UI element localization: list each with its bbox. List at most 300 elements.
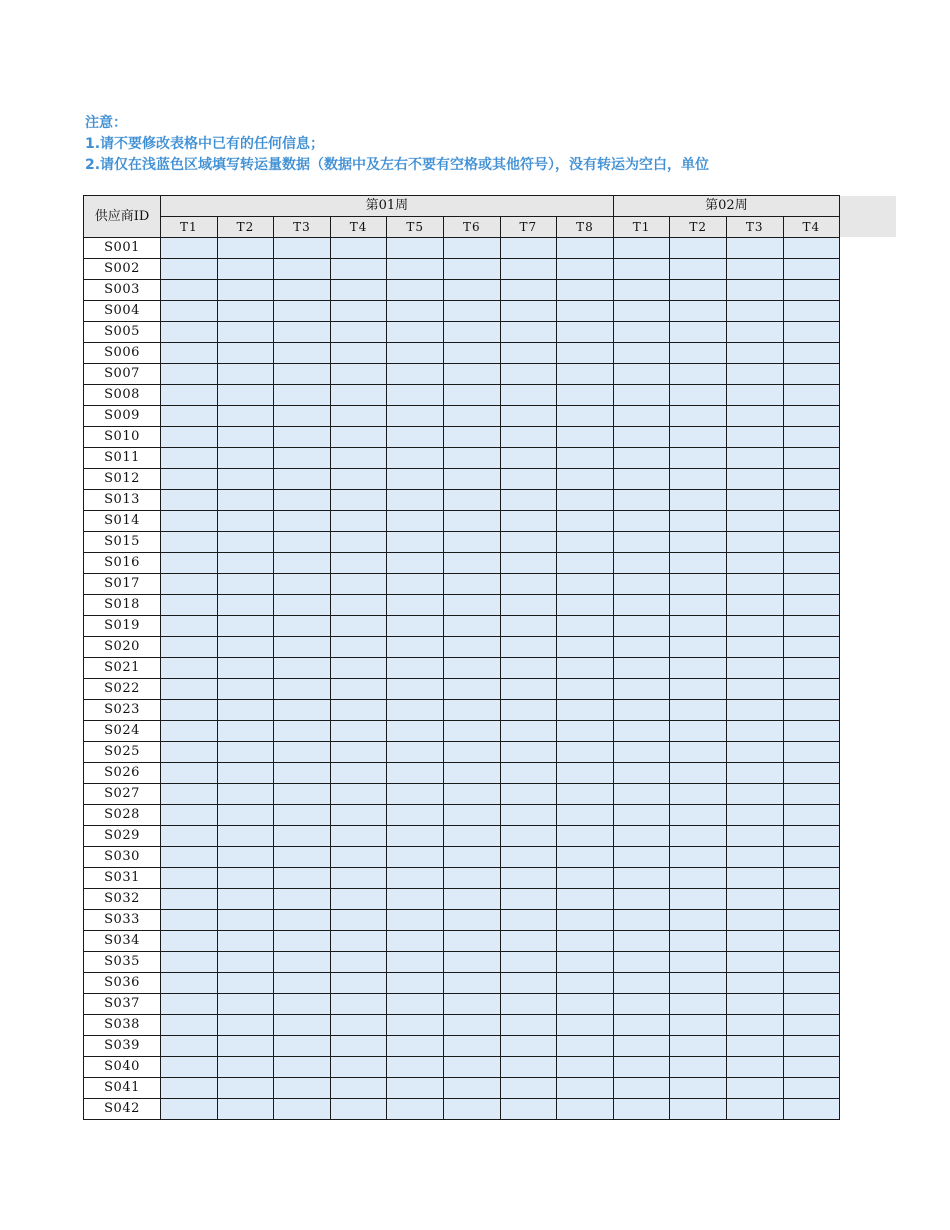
transport-input-cell[interactable] (217, 532, 274, 553)
transport-input-cell[interactable] (557, 763, 614, 784)
transport-input-cell[interactable] (387, 490, 444, 511)
transport-input-cell[interactable] (217, 1015, 274, 1036)
transport-input-cell[interactable] (670, 679, 727, 700)
transport-input-cell[interactable] (500, 616, 557, 637)
transport-input-cell[interactable] (274, 994, 331, 1015)
transport-input-cell[interactable] (726, 679, 783, 700)
transport-input-cell[interactable] (783, 910, 840, 931)
transport-input-cell[interactable] (500, 1015, 557, 1036)
transport-input-cell[interactable] (670, 700, 727, 721)
transport-input-cell[interactable] (670, 406, 727, 427)
transport-input-cell[interactable] (613, 322, 670, 343)
transport-input-cell[interactable] (274, 385, 331, 406)
transport-input-cell[interactable] (557, 679, 614, 700)
transport-input-cell[interactable] (387, 973, 444, 994)
transport-input-cell[interactable] (443, 679, 500, 700)
transport-input-cell[interactable] (330, 889, 387, 910)
transport-input-cell[interactable] (161, 574, 218, 595)
transport-input-cell[interactable] (387, 679, 444, 700)
transport-input-cell[interactable] (783, 532, 840, 553)
transport-input-cell[interactable] (613, 1057, 670, 1078)
transport-input-cell[interactable] (274, 553, 331, 574)
transport-input-cell[interactable] (387, 994, 444, 1015)
transport-input-cell[interactable] (330, 721, 387, 742)
transport-input-cell[interactable] (783, 742, 840, 763)
transport-input-cell[interactable] (217, 1099, 274, 1120)
transport-input-cell[interactable] (670, 973, 727, 994)
transport-input-cell[interactable] (613, 301, 670, 322)
transport-input-cell[interactable] (217, 1078, 274, 1099)
transport-input-cell[interactable] (443, 910, 500, 931)
transport-input-cell[interactable] (330, 826, 387, 847)
transport-input-cell[interactable] (330, 280, 387, 301)
transport-input-cell[interactable] (613, 574, 670, 595)
transport-input-cell[interactable] (557, 700, 614, 721)
transport-input-cell[interactable] (274, 427, 331, 448)
transport-input-cell[interactable] (217, 511, 274, 532)
transport-input-cell[interactable] (443, 595, 500, 616)
transport-input-cell[interactable] (161, 490, 218, 511)
transport-input-cell[interactable] (726, 700, 783, 721)
transport-input-cell[interactable] (387, 259, 444, 280)
transport-input-cell[interactable] (500, 448, 557, 469)
transport-input-cell[interactable] (274, 343, 331, 364)
transport-input-cell[interactable] (443, 406, 500, 427)
transport-input-cell[interactable] (557, 238, 614, 259)
transport-input-cell[interactable] (161, 595, 218, 616)
transport-input-cell[interactable] (670, 952, 727, 973)
transport-input-cell[interactable] (783, 847, 840, 868)
transport-input-cell[interactable] (274, 1078, 331, 1099)
transport-input-cell[interactable] (613, 910, 670, 931)
transport-input-cell[interactable] (387, 553, 444, 574)
transport-input-cell[interactable] (670, 301, 727, 322)
transport-input-cell[interactable] (443, 931, 500, 952)
transport-input-cell[interactable] (670, 595, 727, 616)
transport-input-cell[interactable] (217, 952, 274, 973)
transport-input-cell[interactable] (783, 700, 840, 721)
transport-input-cell[interactable] (330, 763, 387, 784)
transport-input-cell[interactable] (613, 490, 670, 511)
transport-input-cell[interactable] (613, 763, 670, 784)
transport-input-cell[interactable] (217, 343, 274, 364)
transport-input-cell[interactable] (161, 721, 218, 742)
transport-input-cell[interactable] (613, 238, 670, 259)
transport-input-cell[interactable] (726, 259, 783, 280)
transport-input-cell[interactable] (274, 616, 331, 637)
transport-input-cell[interactable] (726, 322, 783, 343)
transport-input-cell[interactable] (161, 847, 218, 868)
transport-input-cell[interactable] (670, 1036, 727, 1057)
transport-input-cell[interactable] (500, 301, 557, 322)
transport-input-cell[interactable] (217, 742, 274, 763)
transport-input-cell[interactable] (500, 553, 557, 574)
transport-input-cell[interactable] (783, 238, 840, 259)
transport-input-cell[interactable] (274, 280, 331, 301)
transport-input-cell[interactable] (613, 595, 670, 616)
transport-input-cell[interactable] (274, 1015, 331, 1036)
transport-input-cell[interactable] (274, 700, 331, 721)
transport-input-cell[interactable] (557, 826, 614, 847)
transport-input-cell[interactable] (330, 637, 387, 658)
transport-input-cell[interactable] (161, 658, 218, 679)
transport-input-cell[interactable] (330, 322, 387, 343)
transport-input-cell[interactable] (613, 826, 670, 847)
transport-input-cell[interactable] (557, 742, 614, 763)
transport-input-cell[interactable] (500, 889, 557, 910)
transport-input-cell[interactable] (783, 637, 840, 658)
transport-input-cell[interactable] (387, 427, 444, 448)
transport-input-cell[interactable] (500, 574, 557, 595)
transport-input-cell[interactable] (726, 910, 783, 931)
transport-input-cell[interactable] (726, 847, 783, 868)
transport-input-cell[interactable] (726, 1057, 783, 1078)
transport-input-cell[interactable] (387, 385, 444, 406)
transport-input-cell[interactable] (726, 511, 783, 532)
transport-input-cell[interactable] (161, 1099, 218, 1120)
transport-input-cell[interactable] (161, 448, 218, 469)
transport-input-cell[interactable] (161, 301, 218, 322)
transport-input-cell[interactable] (443, 805, 500, 826)
transport-input-cell[interactable] (670, 532, 727, 553)
transport-input-cell[interactable] (557, 931, 614, 952)
transport-input-cell[interactable] (274, 532, 331, 553)
transport-input-cell[interactable] (500, 490, 557, 511)
transport-input-cell[interactable] (217, 259, 274, 280)
transport-input-cell[interactable] (613, 868, 670, 889)
transport-input-cell[interactable] (330, 658, 387, 679)
transport-input-cell[interactable] (500, 364, 557, 385)
transport-input-cell[interactable] (443, 259, 500, 280)
transport-input-cell[interactable] (274, 490, 331, 511)
transport-input-cell[interactable] (330, 406, 387, 427)
transport-input-cell[interactable] (274, 448, 331, 469)
transport-input-cell[interactable] (670, 616, 727, 637)
transport-input-cell[interactable] (387, 1078, 444, 1099)
transport-input-cell[interactable] (274, 574, 331, 595)
transport-input-cell[interactable] (330, 238, 387, 259)
transport-input-cell[interactable] (217, 658, 274, 679)
transport-input-cell[interactable] (500, 343, 557, 364)
transport-input-cell[interactable] (217, 805, 274, 826)
transport-input-cell[interactable] (217, 826, 274, 847)
transport-input-cell[interactable] (161, 280, 218, 301)
transport-input-cell[interactable] (387, 1036, 444, 1057)
transport-input-cell[interactable] (500, 910, 557, 931)
transport-input-cell[interactable] (217, 616, 274, 637)
transport-input-cell[interactable] (500, 931, 557, 952)
transport-input-cell[interactable] (726, 1078, 783, 1099)
transport-input-cell[interactable] (613, 931, 670, 952)
transport-input-cell[interactable] (500, 532, 557, 553)
transport-input-cell[interactable] (161, 406, 218, 427)
transport-input-cell[interactable] (217, 280, 274, 301)
transport-input-cell[interactable] (670, 1057, 727, 1078)
transport-input-cell[interactable] (670, 448, 727, 469)
transport-input-cell[interactable] (557, 721, 614, 742)
transport-input-cell[interactable] (557, 1036, 614, 1057)
transport-input-cell[interactable] (613, 469, 670, 490)
transport-input-cell[interactable] (670, 1015, 727, 1036)
transport-input-cell[interactable] (783, 448, 840, 469)
transport-input-cell[interactable] (726, 532, 783, 553)
transport-input-cell[interactable] (443, 658, 500, 679)
transport-input-cell[interactable] (613, 616, 670, 637)
transport-input-cell[interactable] (726, 448, 783, 469)
transport-input-cell[interactable] (330, 1036, 387, 1057)
transport-input-cell[interactable] (670, 574, 727, 595)
transport-input-cell[interactable] (387, 868, 444, 889)
transport-input-cell[interactable] (443, 868, 500, 889)
transport-input-cell[interactable] (443, 469, 500, 490)
transport-input-cell[interactable] (613, 1036, 670, 1057)
transport-input-cell[interactable] (670, 868, 727, 889)
transport-input-cell[interactable] (670, 721, 727, 742)
transport-input-cell[interactable] (443, 700, 500, 721)
transport-input-cell[interactable] (330, 847, 387, 868)
transport-input-cell[interactable] (330, 511, 387, 532)
transport-input-cell[interactable] (330, 1057, 387, 1078)
transport-input-cell[interactable] (670, 784, 727, 805)
transport-input-cell[interactable] (330, 994, 387, 1015)
transport-input-cell[interactable] (217, 385, 274, 406)
transport-input-cell[interactable] (274, 952, 331, 973)
transport-input-cell[interactable] (274, 658, 331, 679)
transport-input-cell[interactable] (726, 574, 783, 595)
transport-input-cell[interactable] (161, 973, 218, 994)
transport-input-cell[interactable] (613, 679, 670, 700)
transport-input-cell[interactable] (387, 742, 444, 763)
transport-input-cell[interactable] (557, 406, 614, 427)
transport-input-cell[interactable] (500, 469, 557, 490)
transport-input-cell[interactable] (217, 490, 274, 511)
transport-input-cell[interactable] (274, 364, 331, 385)
transport-input-cell[interactable] (613, 364, 670, 385)
transport-input-cell[interactable] (387, 616, 444, 637)
transport-input-cell[interactable] (783, 364, 840, 385)
transport-input-cell[interactable] (726, 763, 783, 784)
transport-input-cell[interactable] (613, 343, 670, 364)
transport-input-cell[interactable] (557, 952, 614, 973)
transport-input-cell[interactable] (217, 679, 274, 700)
transport-input-cell[interactable] (500, 238, 557, 259)
transport-input-cell[interactable] (443, 1015, 500, 1036)
transport-input-cell[interactable] (670, 931, 727, 952)
transport-input-cell[interactable] (500, 637, 557, 658)
transport-input-cell[interactable] (330, 931, 387, 952)
transport-input-cell[interactable] (274, 742, 331, 763)
transport-input-cell[interactable] (670, 742, 727, 763)
transport-input-cell[interactable] (783, 280, 840, 301)
transport-input-cell[interactable] (217, 784, 274, 805)
transport-input-cell[interactable] (557, 889, 614, 910)
transport-input-cell[interactable] (274, 1099, 331, 1120)
transport-input-cell[interactable] (443, 1036, 500, 1057)
transport-input-cell[interactable] (330, 259, 387, 280)
transport-input-cell[interactable] (670, 238, 727, 259)
transport-input-cell[interactable] (274, 322, 331, 343)
transport-input-cell[interactable] (726, 826, 783, 847)
transport-input-cell[interactable] (726, 406, 783, 427)
transport-input-cell[interactable] (613, 658, 670, 679)
transport-input-cell[interactable] (161, 994, 218, 1015)
transport-input-cell[interactable] (500, 994, 557, 1015)
transport-input-cell[interactable] (274, 259, 331, 280)
transport-input-cell[interactable] (613, 1015, 670, 1036)
transport-input-cell[interactable] (274, 847, 331, 868)
transport-input-cell[interactable] (217, 721, 274, 742)
transport-input-cell[interactable] (330, 301, 387, 322)
transport-input-cell[interactable] (330, 532, 387, 553)
transport-input-cell[interactable] (387, 658, 444, 679)
transport-input-cell[interactable] (557, 469, 614, 490)
transport-input-cell[interactable] (613, 805, 670, 826)
transport-input-cell[interactable] (387, 238, 444, 259)
transport-input-cell[interactable] (557, 511, 614, 532)
transport-input-cell[interactable] (387, 910, 444, 931)
transport-input-cell[interactable] (330, 448, 387, 469)
transport-input-cell[interactable] (613, 553, 670, 574)
transport-input-cell[interactable] (443, 973, 500, 994)
transport-input-cell[interactable] (557, 910, 614, 931)
transport-input-cell[interactable] (500, 280, 557, 301)
transport-input-cell[interactable] (161, 763, 218, 784)
transport-input-cell[interactable] (726, 973, 783, 994)
transport-input-cell[interactable] (217, 700, 274, 721)
transport-input-cell[interactable] (500, 700, 557, 721)
transport-input-cell[interactable] (783, 826, 840, 847)
transport-input-cell[interactable] (330, 910, 387, 931)
transport-input-cell[interactable] (783, 1036, 840, 1057)
transport-input-cell[interactable] (557, 847, 614, 868)
transport-input-cell[interactable] (670, 763, 727, 784)
transport-input-cell[interactable] (726, 553, 783, 574)
transport-input-cell[interactable] (557, 385, 614, 406)
transport-input-cell[interactable] (726, 784, 783, 805)
transport-input-cell[interactable] (217, 301, 274, 322)
transport-input-cell[interactable] (500, 952, 557, 973)
transport-input-cell[interactable] (670, 847, 727, 868)
transport-input-cell[interactable] (443, 952, 500, 973)
transport-input-cell[interactable] (387, 931, 444, 952)
transport-input-cell[interactable] (161, 469, 218, 490)
transport-input-cell[interactable] (217, 637, 274, 658)
transport-input-cell[interactable] (726, 994, 783, 1015)
transport-input-cell[interactable] (500, 868, 557, 889)
transport-input-cell[interactable] (613, 406, 670, 427)
transport-input-cell[interactable] (217, 427, 274, 448)
transport-input-cell[interactable] (387, 301, 444, 322)
transport-input-cell[interactable] (783, 1099, 840, 1120)
transport-input-cell[interactable] (387, 784, 444, 805)
transport-input-cell[interactable] (387, 889, 444, 910)
transport-input-cell[interactable] (443, 1078, 500, 1099)
transport-input-cell[interactable] (161, 679, 218, 700)
transport-input-cell[interactable] (443, 784, 500, 805)
transport-input-cell[interactable] (274, 805, 331, 826)
transport-input-cell[interactable] (613, 952, 670, 973)
transport-input-cell[interactable] (783, 658, 840, 679)
transport-input-cell[interactable] (557, 994, 614, 1015)
transport-input-cell[interactable] (783, 574, 840, 595)
transport-input-cell[interactable] (443, 616, 500, 637)
transport-input-cell[interactable] (500, 679, 557, 700)
transport-input-cell[interactable] (500, 658, 557, 679)
transport-input-cell[interactable] (387, 322, 444, 343)
transport-input-cell[interactable] (330, 973, 387, 994)
transport-input-cell[interactable] (161, 532, 218, 553)
transport-input-cell[interactable] (500, 1057, 557, 1078)
transport-input-cell[interactable] (443, 553, 500, 574)
transport-input-cell[interactable] (670, 1078, 727, 1099)
transport-input-cell[interactable] (613, 700, 670, 721)
transport-input-cell[interactable] (217, 406, 274, 427)
transport-input-cell[interactable] (783, 616, 840, 637)
transport-input-cell[interactable] (387, 721, 444, 742)
transport-input-cell[interactable] (613, 427, 670, 448)
transport-input-cell[interactable] (783, 511, 840, 532)
transport-input-cell[interactable] (330, 553, 387, 574)
transport-input-cell[interactable] (783, 595, 840, 616)
transport-input-cell[interactable] (783, 805, 840, 826)
transport-input-cell[interactable] (670, 427, 727, 448)
transport-input-cell[interactable] (613, 448, 670, 469)
transport-input-cell[interactable] (161, 385, 218, 406)
transport-input-cell[interactable] (161, 931, 218, 952)
transport-input-cell[interactable] (726, 469, 783, 490)
transport-input-cell[interactable] (500, 973, 557, 994)
transport-input-cell[interactable] (726, 238, 783, 259)
transport-input-cell[interactable] (726, 280, 783, 301)
transport-input-cell[interactable] (274, 763, 331, 784)
transport-input-cell[interactable] (783, 1078, 840, 1099)
transport-input-cell[interactable] (443, 427, 500, 448)
transport-input-cell[interactable] (670, 469, 727, 490)
transport-input-cell[interactable] (161, 553, 218, 574)
transport-input-cell[interactable] (500, 322, 557, 343)
transport-input-cell[interactable] (783, 868, 840, 889)
transport-input-cell[interactable] (783, 343, 840, 364)
transport-input-cell[interactable] (783, 553, 840, 574)
transport-input-cell[interactable] (783, 931, 840, 952)
transport-input-cell[interactable] (557, 574, 614, 595)
transport-input-cell[interactable] (330, 574, 387, 595)
transport-input-cell[interactable] (726, 658, 783, 679)
transport-input-cell[interactable] (613, 994, 670, 1015)
transport-input-cell[interactable] (443, 280, 500, 301)
transport-input-cell[interactable] (217, 868, 274, 889)
transport-input-cell[interactable] (330, 427, 387, 448)
transport-input-cell[interactable] (557, 973, 614, 994)
transport-input-cell[interactable] (783, 406, 840, 427)
transport-input-cell[interactable] (161, 1057, 218, 1078)
transport-input-cell[interactable] (387, 847, 444, 868)
transport-input-cell[interactable] (500, 826, 557, 847)
transport-input-cell[interactable] (443, 301, 500, 322)
transport-input-cell[interactable] (613, 532, 670, 553)
transport-input-cell[interactable] (161, 238, 218, 259)
transport-input-cell[interactable] (557, 784, 614, 805)
transport-input-cell[interactable] (330, 385, 387, 406)
transport-input-cell[interactable] (387, 511, 444, 532)
transport-input-cell[interactable] (443, 448, 500, 469)
transport-input-cell[interactable] (387, 574, 444, 595)
transport-input-cell[interactable] (500, 427, 557, 448)
transport-input-cell[interactable] (274, 784, 331, 805)
transport-input-cell[interactable] (613, 721, 670, 742)
transport-input-cell[interactable] (613, 847, 670, 868)
transport-input-cell[interactable] (726, 427, 783, 448)
